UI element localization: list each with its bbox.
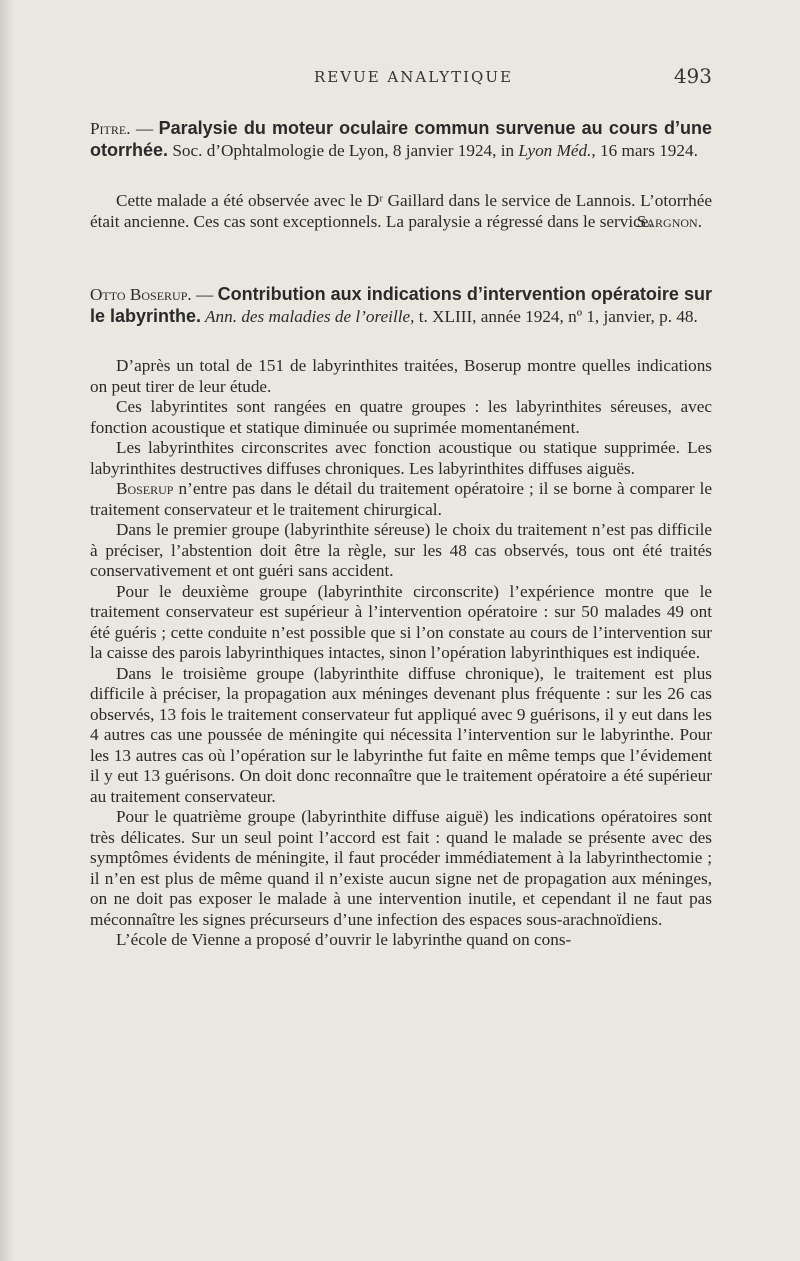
page-header (92, 62, 712, 90)
article-2-dash: — (191, 285, 218, 304)
running-title: REVUE ANALYTIQUE (314, 68, 513, 86)
article-2-paragraph-5: Dans le premier groupe (labyrinthite séreuse) le choix du traitement n’est pas difficile à préciser, l’abstention doit être la règle, sur les 48 cas observés, tous ont été traités conservativement et ont guéri sans accident. (90, 520, 712, 580)
article-2-source: t. XLIII, année 1924, nº 1, janvier, p. 48. (414, 306, 698, 326)
article-2-paragraph-4-name: Boserup (116, 479, 174, 498)
article-2-paragraph-9: L’école de Vienne a proposé d’ouvrir le labyrinthe quand on cons- (116, 930, 572, 949)
article-1-author: Pitre. (90, 119, 131, 138)
article-2-author: Otto Boserup. (90, 285, 192, 304)
article-1-source-a: Soc. d’Ophtalmologie de Lyon, 8 janvier 1924, in (168, 140, 519, 160)
page-number: 493 (673, 64, 712, 88)
article-2-journal: Ann. des maladies de l’oreille, (201, 306, 415, 326)
article-1-title: Paralysie du moteur oculaire commun survenue au cours d’une otorrhée. (90, 118, 712, 160)
article-1-dash: — (130, 119, 159, 138)
article-2-title: Contribution aux indications d’intervention opératoire sur le labyrinthe. (90, 284, 713, 326)
article-2-paragraph-4-text: n’entre pas dans le détail du traitement opératoire ; il se borne à comparer le traitement conservateur et le traitement chirurgical. (90, 479, 712, 519)
article-2-paragraph-2: Ces labyrintites sont rangées en quatre groupes : les labyrinthites séreuses, avec fonction acoustique et statique diminuée ou suprimée momentanément. (90, 397, 712, 437)
article-2-paragraph-6: Pour le deuxième groupe (labyrinthite circonscrite) l’expérience montre que le traitement conservateur est supérieur à l’intervention opératoire : sur 50 malades 49 ont été guéris ; cette conduite n’est possible que si l’on constate au cours de l’intervention sur la caisse des parois labyrinthiques intactes, sinon l’opération labyrinthiques est indiquée. (90, 581, 712, 662)
article-1-body (90, 191, 712, 233)
article-1-signature: Sargnon. (636, 212, 702, 231)
article-2-paragraph-4 (90, 479, 712, 520)
article-1-paragraph: Cette malade a été observée avec le Dʳ Gaillard dans le service de Lannois. L’otorrhée était ancienne. Ces cas sont exceptionnels. La paralysie a régressé dans le service. (90, 191, 712, 231)
article-2-paragraph-3: Les labyrinthites circonscrites avec fonction acoustique ou statique supprimée. Les labyrinthites destructives diffuses chroniques. Les labyrinthites diffuses aiguës. (90, 438, 712, 478)
article-2-heading (90, 284, 712, 327)
article-2-paragraph-7: Dans le troisième groupe (labyrinthite diffuse chronique), le traitement est plus difficile à préciser, la propagation aux méninges devenant plus fréquente : sur les 26 cas observés, 13 fois le traitement conservateur fut appliqué avec 9 guérisons, il y eut dans les 4 autres cas une poussée de méningite qui nécessita l’intervention sur le labyrinthe. Pour les 13 autres cas où l’opération sur le labyrinthe fut faite en même temps que l’évidement il y eut 13 guérisons. On doit donc reconnaître que le traitement opératoire a été supérieur au traitement conservateur. (90, 663, 712, 806)
article-1-heading (90, 118, 712, 161)
article-2-paragraph-1: D’après un total de 151 de labyrinthites traitées, Boserup montre quelles indications on peut tirer de leur étude. (90, 356, 712, 396)
article-2-paragraph-8: Pour le quatrième groupe (labyrinthite diffuse aiguë) les indications opératoires sont très délicates. Sur un seul point l’accord est fait : quand le malade se présente avec des symptômes évidents de méningite, il faut procéder immédiatement à la labyrinthectomie ; il n’en est plus de même quand il n’existe aucun signe net de propagation aux méninges, on ne doit pas exposer le malade à une intervention inutile, et cependant il ne faut pas méconnaître les signes précurseurs d’une infection des espaces sous-arachnoïdiens. (90, 807, 712, 929)
article-2-body (90, 356, 712, 951)
page-edge-shadow (0, 0, 14, 1261)
article-1-source-b: , 16 mars 1924. (591, 140, 698, 160)
article-1-journal: Lyon Méd. (518, 140, 592, 160)
